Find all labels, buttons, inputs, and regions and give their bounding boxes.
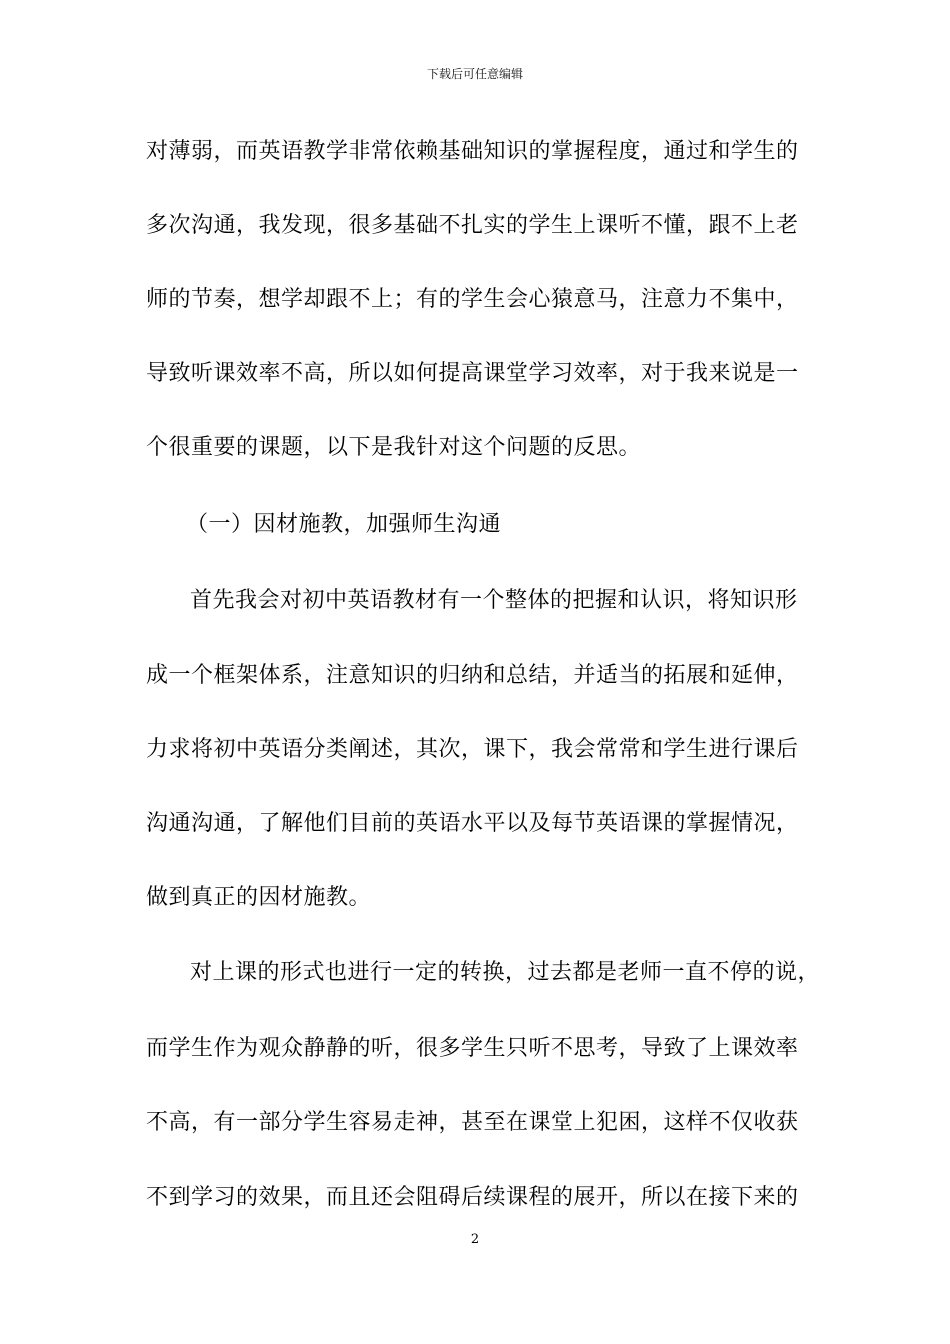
section-heading: （一）因材施教，加强师生沟通 (186, 512, 502, 537)
header-note: 下载后可任意编辑 (426, 67, 523, 81)
body-line: 做到真正的因材施教。 (146, 885, 372, 910)
body-line: 沟通沟通，了解他们目前的英语水平以及每节英语课的掌握情况， (146, 811, 799, 836)
body-line: 而学生作为观众静静的听，很多学生只听不思考，导致了上课效率 (146, 1036, 799, 1061)
body-line: 对薄弱，而英语教学非常依赖基础知识的掌握程度，通过和学生的 (146, 139, 799, 164)
body-line: 不到学习的效果，而且还会阻碍后续课程的展开，所以在接下来的 (146, 1185, 799, 1210)
body-line: 对上课的形式也进行一定的转换，过去都是老师一直不停的说， (190, 960, 821, 985)
body-line: 力求将初中英语分类阐述，其次，课下，我会常常和学生进行课后 (146, 737, 799, 762)
body-line: 多次沟通，我发现，很多基础不扎实的学生上课听不懂，跟不上老 (146, 213, 799, 238)
body-line: 首先我会对初中英语教材有一个整体的把握和认识，将知识形 (190, 588, 798, 613)
page-number: 2 (470, 1232, 480, 1247)
body-line: 成一个框架体系，注意知识的归纳和总结，并适当的拓展和延伸， (146, 663, 799, 688)
body-line: 不高，有一部分学生容易走神，甚至在课堂上犯困，这样不仅收获 (146, 1110, 799, 1135)
body-line: 个很重要的课题，以下是我针对这个问题的反思。 (146, 435, 642, 460)
body-line: 导致听课效率不高，所以如何提高课堂学习效率，对于我来说是一 (146, 361, 799, 386)
body-line: 师的节奏，想学却跟不上；有的学生会心猿意马，注意力不集中， (146, 287, 799, 312)
